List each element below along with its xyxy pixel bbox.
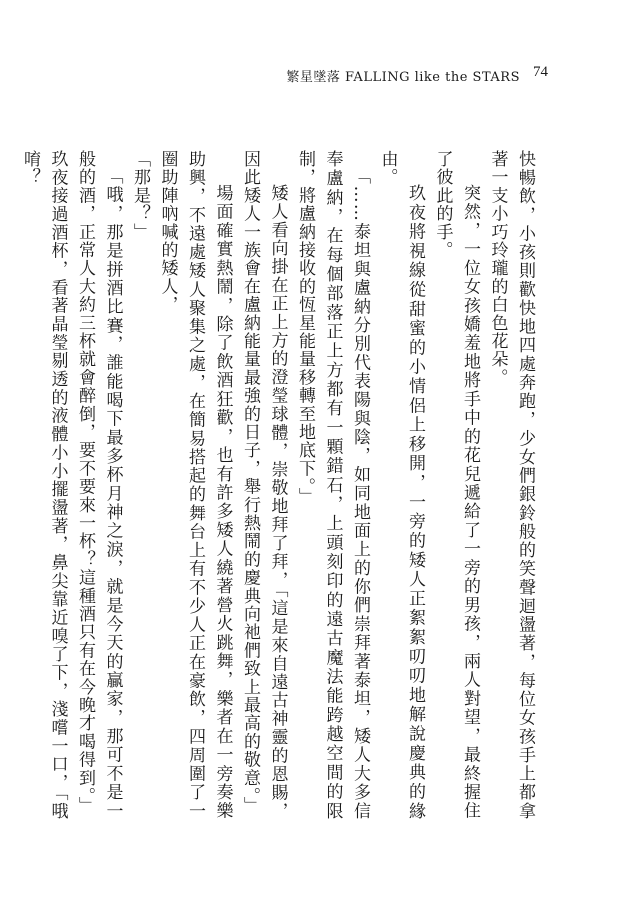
paragraph-dwarf-worship: 矮人看向掛在正上方的澄瑩球體，崇敬地拜了拜，「這是來自遠古神靈的恩賜，因此矮人一族會在盧納能量最強的日子，舉行熱鬧的慶典向祂們致上最高的敬意。」 <box>240 150 288 820</box>
paragraph-taste: 玖夜接過酒杯，看著晶瑩剔透的液體小小擺盪著，鼻尖靠近嗅了下，淺嚐一口，「哦唷？ <box>20 150 68 820</box>
running-head-title: 繁星墜落 FALLING like the STARS <box>286 70 520 85</box>
vertical-body-text <box>20 150 538 820</box>
paragraph-question: 「那是？」 <box>130 150 150 241</box>
paragraph-drinking-contest: 「哦，那是拼酒比賽，誰能喝下最多杯月神之淚，就是今天的贏家，那可不是一般的酒，正常人大約三杯就會醉倒，要不要來一杯？這種酒只有在今晚才喝得到。」 <box>75 150 123 820</box>
paragraph-flower-gift: 突然，一位女孩嬌羞地將手中的花兒遞給了一旁的男孩，兩人對望，最終握住了彼此的手。 <box>432 150 480 820</box>
paragraph-titan-luna: 「……泰坦與盧納分別代表陽與陰，如同地面上的你們崇拜著泰坦，矮人大多信奉盧納，在每個部落正上方都有一顆錯石，上頭刻印的遠古魔法能跨越空間的限制，將盧納接收的恆星能量移轉至地底下。」 <box>295 150 370 820</box>
paragraph-continuation: 快暢飲，小孩則歡快地四處奔跑，少女們銀鈴般的笑聲迴盪著，每位女孩手上都拿著一支小巧玲瓏的白色花朵。 <box>487 150 535 820</box>
paragraph-lively-scene: 場面確實熱鬧，除了飲酒狂歡，也有許多矮人繞著營火跳舞，樂者在一旁奏樂助興，不遠處矮人聚集之處，在簡易搭起的舞台上有不少人正在豪飲，四周圍了一圈助陣吶喊的矮人， <box>157 150 233 820</box>
paragraph-festival-origin: 玖夜將視線從甜蜜的小情侶上移開，一旁的矮人正絮絮叨叨地解說慶典的緣由。 <box>377 150 425 820</box>
page-number: 74 <box>533 64 548 80</box>
